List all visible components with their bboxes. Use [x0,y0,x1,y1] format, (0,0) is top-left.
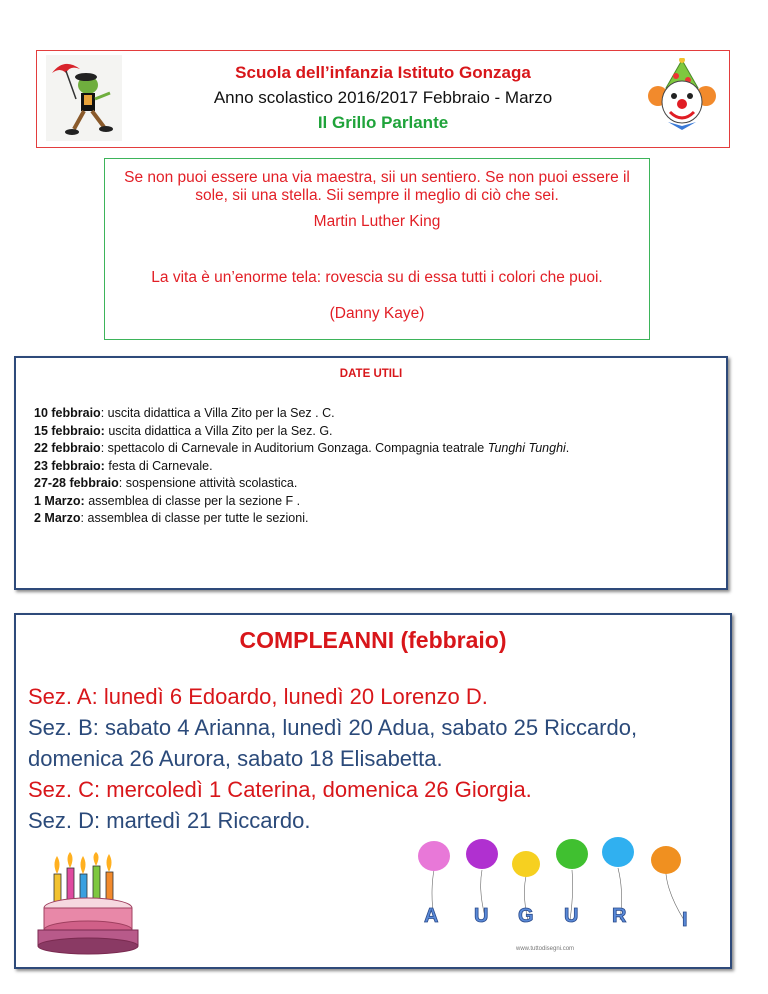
quote-king-text: Se non puoi essere una via maestra, sii un sentiero. Se non puoi essere il sole, sii una stella. Sii sempre il meglio di ciò che sei. [124,169,630,204]
quote-king-author: Martin Luther King [313,213,441,230]
birthdays-title: COMPLEANNI (febbraio) [239,627,507,653]
birthday-line-sez-d: Sez. D: martedì 21 Riccardo. [28,808,311,833]
school-year: Anno scolastico 2016/2017 Febbraio - Marzo [213,88,553,107]
date-item: 22 febbraio: spettacolo di Carnevale in Auditorium Gonzaga. Compagnia teatrale Tunghi Tunghi. [34,441,570,455]
quotes-box [104,158,650,340]
quote-kaye-author: (Danny Kaye) [329,305,425,322]
header-box [36,50,730,148]
dates-title: DATE UTILI [339,368,403,380]
date-item: 10 febbraio: uscita didattica a Villa Zito per la Sez . C. [34,406,335,420]
birthday-line-sez-b-cont: domenica 26 Aurora, sabato 18 Elisabetta. [28,746,443,771]
date-item: 2 Marzo: assemblea di classe per tutte le sezioni. [34,511,309,525]
birthday-line-sez-a: Sez. A: lunedì 6 Edoardo, lunedì 20 Lorenzo D. [28,684,488,709]
quote-kaye-text: La vita è un’enorme tela: rovescia su di essa tutti i colori che puoi. [151,269,603,286]
school-name: Scuola dell’infanzia Istituto Gonzaga [235,63,531,82]
date-item: 15 febbraio: uscita didattica a Villa Zito per la Sez. G. [34,423,333,438]
newsletter-title: Il Grillo Parlante [317,113,449,132]
date-item: 23 febbraio: festa di Carnevale. [34,458,213,473]
auguri-letter: A [424,905,439,927]
auguri-letter: I [682,909,688,931]
auguri-letter: R [612,905,627,927]
dates-box [14,356,728,590]
clown-illustration [644,58,720,132]
birthday-line-sez-c: Sez. C: mercoledì 1 Caterina, domenica 26 Giorgia. [28,777,532,802]
cricket-illustration [46,55,122,141]
auguri-letter: U [564,905,579,927]
auguri-letter: U [474,905,489,927]
auguri-credit: www.tuttodisegni.com [516,946,575,952]
date-item: 27-28 febbraio: sospensione attività scolastica. [34,476,298,490]
auguri-letter: G [518,905,534,927]
birthday-cake-illustration [34,852,146,956]
dates-list [34,405,569,528]
auguri-balloons-illustration [404,830,712,958]
birthdays-list [28,681,637,836]
birthday-line-sez-b: Sez. B: sabato 4 Arianna, lunedì 20 Adua, sabato 25 Riccardo, [28,715,638,740]
date-item: 1 Marzo: assemblea di classe per la sezione F . [34,493,301,508]
